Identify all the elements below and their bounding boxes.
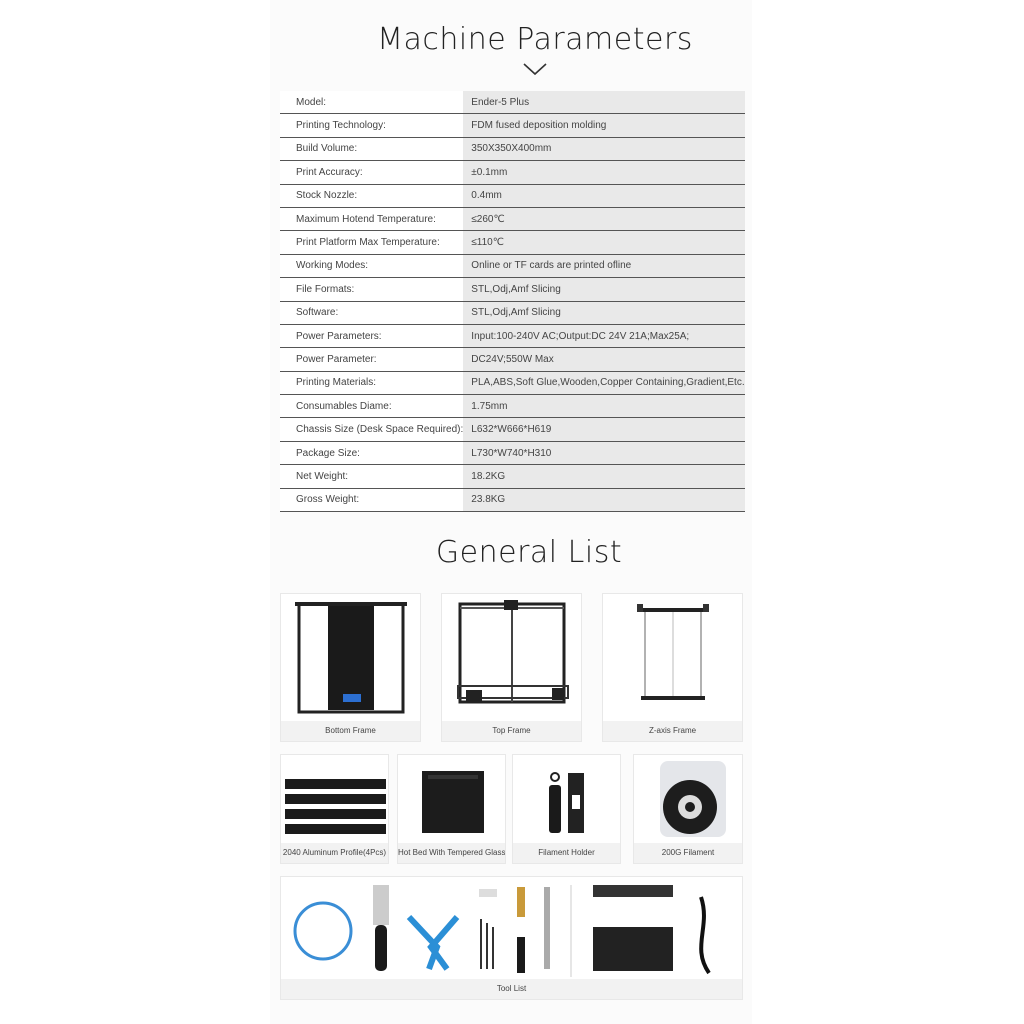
parameter-row xyxy=(280,91,745,114)
parameter-value: 0.4mm xyxy=(463,184,744,207)
parameter-value: ±0.1mm xyxy=(463,161,744,184)
parameter-value: Ender-5 Plus xyxy=(463,91,744,114)
parameter-row xyxy=(280,161,745,184)
top-frame-image xyxy=(442,594,582,723)
parameter-label: File Formats: xyxy=(280,278,463,301)
card-caption: Hot Bed With Tempered Glass xyxy=(398,843,505,863)
parameter-value: DC24V;550W Max xyxy=(463,348,744,371)
z-axis-frame-image xyxy=(603,594,743,723)
parameter-row xyxy=(280,207,745,230)
parameter-label: Print Accuracy: xyxy=(280,161,463,184)
parameter-value: L632*W666*H619 xyxy=(463,418,744,441)
z-axis-frame-card xyxy=(602,593,743,742)
parameter-value: 18.2KG xyxy=(463,465,744,488)
parameter-value: ≤260℃ xyxy=(463,207,744,230)
parameter-label: Software: xyxy=(280,301,463,324)
parameter-row xyxy=(280,488,745,511)
parameter-row xyxy=(280,371,745,394)
parameter-row xyxy=(280,231,745,254)
card-caption: Top Frame xyxy=(442,721,581,741)
machine-parameters-title: Machine Parameters xyxy=(377,22,693,57)
parameter-value: FDM fused deposition molding xyxy=(463,114,744,137)
parameter-label: Maximum Hotend Temperature: xyxy=(280,207,463,230)
parameter-label: Package Size: xyxy=(280,441,463,464)
card-caption: Tool List xyxy=(281,979,742,999)
parameter-row xyxy=(280,114,745,137)
parameter-row xyxy=(280,137,745,160)
parameter-label: Chassis Size (Desk Space Required): xyxy=(280,418,463,441)
parameter-value: Online or TF cards are printed ofline xyxy=(463,254,744,277)
parameter-label: Consumables Diame: xyxy=(280,395,463,418)
parameter-row xyxy=(280,301,745,324)
bottom-frame-image xyxy=(281,594,421,723)
parameter-row xyxy=(280,278,745,301)
parameter-row xyxy=(280,324,745,347)
filament-card xyxy=(633,754,743,864)
filament-holder-image xyxy=(513,755,621,845)
parameter-value: 1.75mm xyxy=(463,395,744,418)
parameter-label: Printing Technology: xyxy=(280,114,463,137)
top-frame-card xyxy=(441,593,582,742)
filament-holder-card xyxy=(512,754,621,864)
filament-image xyxy=(634,755,743,845)
hot-bed-card xyxy=(397,754,506,864)
parameter-label: Power Parameter: xyxy=(280,348,463,371)
aluminum-profile-image xyxy=(281,755,389,845)
general-list-title: General List xyxy=(435,535,623,570)
parameter-row xyxy=(280,348,745,371)
chevron-down-icon xyxy=(522,61,548,77)
parameter-label: Gross Weight: xyxy=(280,488,463,511)
parameter-label: Model: xyxy=(280,91,463,114)
parameter-label: Net Weight: xyxy=(280,465,463,488)
parameter-value: Input:100-240V AC;Output:DC 24V 21A;Max25A; xyxy=(463,324,744,347)
card-caption: Filament Holder xyxy=(513,843,620,863)
parameter-label: Working Modes: xyxy=(280,254,463,277)
parameter-value: ≤110℃ xyxy=(463,231,744,254)
tool-list-image xyxy=(281,877,743,981)
card-caption: 2040 Aluminum Profile(4Pcs) xyxy=(281,843,388,863)
card-caption: Z-axis Frame xyxy=(603,721,742,741)
aluminum-profile-card xyxy=(280,754,389,864)
parameter-label: Power Parameters: xyxy=(280,324,463,347)
machine-parameters-table xyxy=(280,91,745,512)
parameter-label: Printing Materials: xyxy=(280,371,463,394)
card-caption: 200G Filament xyxy=(634,843,742,863)
parameter-label: Build Volume: xyxy=(280,137,463,160)
tool-list-card xyxy=(280,876,743,1000)
card-caption: Bottom Frame xyxy=(281,721,420,741)
parameter-value: STL,Odj,Amf Slicing xyxy=(463,278,744,301)
parameter-value: 23.8KG xyxy=(463,488,744,511)
parameter-value: STL,Odj,Amf Slicing xyxy=(463,301,744,324)
parameter-row xyxy=(280,184,745,207)
parameter-row xyxy=(280,395,745,418)
parameter-value: L730*W740*H310 xyxy=(463,441,744,464)
hot-bed-image xyxy=(398,755,506,845)
parameter-row xyxy=(280,254,745,277)
parameter-label: Print Platform Max Temperature: xyxy=(280,231,463,254)
parameter-row xyxy=(280,465,745,488)
parameter-value: PLA,ABS,Soft Glue,Wooden,Copper Containing,Gradient,Etc. xyxy=(463,371,744,394)
bottom-frame-card xyxy=(280,593,421,742)
parameter-row xyxy=(280,418,745,441)
parameter-value: 350X350X400mm xyxy=(463,137,744,160)
parameter-row xyxy=(280,441,745,464)
parameter-label: Stock Nozzle: xyxy=(280,184,463,207)
